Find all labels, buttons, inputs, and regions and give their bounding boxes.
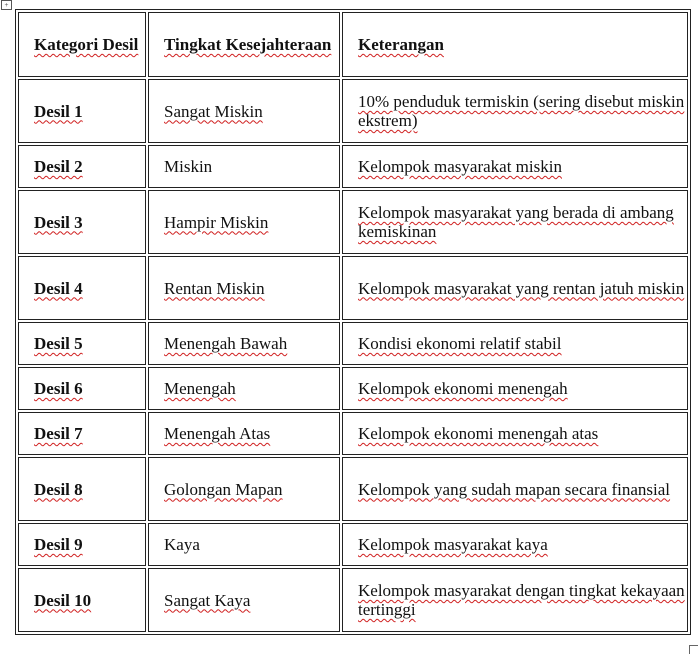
table-row xyxy=(18,568,688,632)
cell-tingkat: Rentan Miskin xyxy=(148,256,340,320)
decile-table-container xyxy=(15,9,691,635)
cell-kategori: Desil 7 xyxy=(18,412,146,455)
cell-keterangan: 10% penduduk termiskin (sering disebut miskin ekstrem) xyxy=(342,79,688,143)
cell-kategori: Desil 1 xyxy=(18,79,146,143)
cell-tingkat: Golongan Mapan xyxy=(148,457,340,521)
table-row xyxy=(18,322,688,365)
cell-keterangan: Kelompok masyarakat yang berada di ambang kemiskinan xyxy=(342,190,688,254)
cell-keterangan: Kelompok masyarakat yang rentan jatuh miskin xyxy=(342,256,688,320)
table-body xyxy=(18,79,688,632)
cell-keterangan: Kelompok yang sudah mapan secara finansial xyxy=(342,457,688,521)
cell-tingkat: Menengah xyxy=(148,367,340,410)
header-tingkat-kesejahteraan: Tingkat Kesejahteraan xyxy=(148,12,340,77)
cell-tingkat: Hampir Miskin xyxy=(148,190,340,254)
cell-kategori: Desil 3 xyxy=(18,190,146,254)
cell-keterangan: Kelompok ekonomi menengah atas xyxy=(342,412,688,455)
header-keterangan: Keterangan xyxy=(342,12,688,77)
cell-kategori: Desil 5 xyxy=(18,322,146,365)
cell-keterangan: Kelompok masyarakat kaya xyxy=(342,523,688,566)
cell-tingkat: Menengah Bawah xyxy=(148,322,340,365)
cell-tingkat: Miskin xyxy=(148,145,340,188)
cell-keterangan: Kelompok masyarakat miskin xyxy=(342,145,688,188)
table-row xyxy=(18,367,688,410)
cell-kategori: Desil 4 xyxy=(18,256,146,320)
table-row xyxy=(18,457,688,521)
cell-kategori: Desil 9 xyxy=(18,523,146,566)
table-row xyxy=(18,190,688,254)
cell-tingkat: Menengah Atas xyxy=(148,412,340,455)
table-move-handle-icon[interactable]: + xyxy=(1,0,12,10)
cell-kategori: Desil 10 xyxy=(18,568,146,632)
decile-table xyxy=(15,9,691,635)
cell-keterangan: Kelompok ekonomi menengah xyxy=(342,367,688,410)
cell-keterangan: Kelompok masyarakat dengan tingkat kekayaan tertinggi xyxy=(342,568,688,632)
cell-keterangan: Kondisi ekonomi relatif stabil xyxy=(342,322,688,365)
cell-tingkat: Sangat Miskin xyxy=(148,79,340,143)
table-row xyxy=(18,145,688,188)
page-corner-mark xyxy=(689,645,698,654)
table-row xyxy=(18,256,688,320)
table-row xyxy=(18,523,688,566)
table-row xyxy=(18,412,688,455)
table-row xyxy=(18,79,688,143)
cell-tingkat: Sangat Kaya xyxy=(148,568,340,632)
header-kategori-desil: Kategori Desil xyxy=(18,12,146,77)
cell-tingkat: Kaya xyxy=(148,523,340,566)
cell-kategori: Desil 8 xyxy=(18,457,146,521)
table-header xyxy=(18,12,688,77)
cell-kategori: Desil 6 xyxy=(18,367,146,410)
cell-kategori: Desil 2 xyxy=(18,145,146,188)
header-row xyxy=(18,12,688,77)
